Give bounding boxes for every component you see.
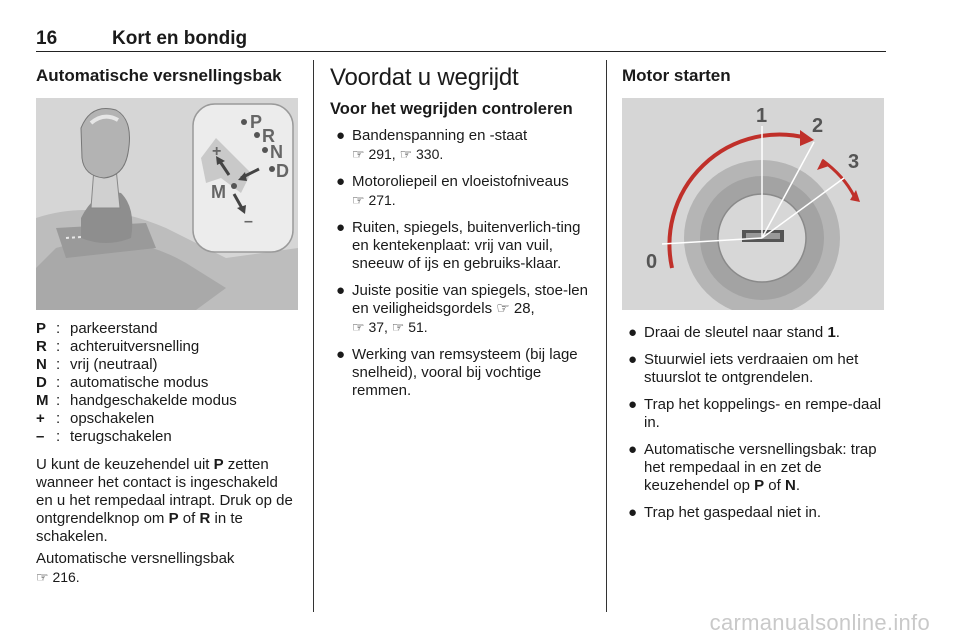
legend-item: R : achteruitversnelling bbox=[36, 338, 200, 355]
gear-label-d: D bbox=[276, 161, 289, 181]
list-item: ● Bandenspanning en -staat ☞ 291, ☞ 330. bbox=[336, 127, 528, 162]
gear-label-n: N bbox=[270, 142, 283, 162]
checklist bbox=[330, 127, 592, 400]
legend-item: N : vrij (neutraal) bbox=[36, 356, 158, 373]
ignition-illustration bbox=[622, 98, 884, 310]
page-number: 16 bbox=[36, 28, 58, 49]
list-item: ● Automatische versnellingsbak: trap het rempedaal in en zet de keuzehendel op P of N. bbox=[628, 441, 877, 494]
legend-item: D : automatische modus bbox=[36, 374, 209, 391]
page-reference-link[interactable]: ☞ 271. bbox=[352, 192, 396, 208]
legend-item: – : terugschakelen bbox=[36, 428, 172, 445]
gear-label-minus: – bbox=[244, 213, 253, 230]
list-item: ● Motoroliepeil en vloeistofniveaus ☞ 271. bbox=[336, 173, 569, 208]
list-item: ● Trap het gaspedaal niet in. bbox=[628, 504, 822, 521]
gear-selector-illustration bbox=[36, 98, 298, 310]
start-steps bbox=[622, 324, 884, 522]
position-label-1: 1 bbox=[756, 105, 768, 127]
section-title: Voordat u wegrijdt bbox=[330, 64, 519, 91]
page-reference-link[interactable]: ☞ 216. bbox=[36, 569, 80, 585]
list-item: ● Ruiten, spiegels, buitenverlich-ting en kentekenplaat: vrij van vuil, sneeuw of ijs en gebruiks-klaar. bbox=[336, 219, 581, 272]
position-label-3: 3 bbox=[848, 151, 860, 173]
gear-label-r: R bbox=[262, 126, 275, 146]
section-title: Automatische versnellingsbak bbox=[36, 66, 282, 85]
page-reference-link[interactable]: ☞ 291, ☞ 330. bbox=[352, 146, 444, 162]
section-subtitle: Voor het wegrijden controleren bbox=[330, 100, 573, 118]
section-title: Motor starten bbox=[622, 66, 731, 85]
page-reference-link[interactable]: ☞ 37, ☞ 51. bbox=[352, 319, 428, 335]
legend-item: + : opschakelen bbox=[36, 410, 155, 427]
selector-paragraph: U kunt de keuzehendel uit P zetten wanneer het contact is ingeschakeld en u het rempedaal intrapt. Druk op de ontgrendelknop om P of R in te schakelen. bbox=[36, 456, 293, 545]
column-divider bbox=[313, 60, 314, 612]
ignition-svg bbox=[622, 98, 884, 310]
column-before-driving bbox=[330, 60, 592, 409]
column-engine-start bbox=[622, 60, 884, 531]
gear-selector-svg bbox=[36, 98, 298, 310]
chapter-title: Kort en bondig bbox=[112, 28, 248, 49]
list-item: ● Draai de sleutel naar stand 1. bbox=[628, 324, 840, 341]
gear-label-plus: + bbox=[212, 143, 222, 160]
watermark: carmanualsonline.info bbox=[709, 610, 930, 635]
position-label-0: 0 bbox=[646, 251, 658, 273]
column-divider bbox=[606, 60, 607, 612]
legend-item: P : parkeerstand bbox=[36, 320, 158, 337]
list-item: ● Juiste positie van spiegels, stoe-len en veiligheidsgordels ☞ 28, ☞ 37, ☞ 51. bbox=[336, 282, 588, 335]
page-header bbox=[36, 26, 886, 52]
column-automatic-transmission bbox=[36, 60, 298, 587]
legend-item: M : handgeschakelde modus bbox=[36, 392, 237, 409]
gear-legend bbox=[36, 320, 298, 446]
list-item: ● Werking van remsysteem (bij lage snelheid), vooral bij vochtige remmen. bbox=[336, 346, 578, 399]
gear-label-p: P bbox=[250, 112, 263, 132]
cross-reference: Automatische versnellingsbak ☞ 216. bbox=[36, 550, 235, 585]
gear-label-m: M bbox=[211, 182, 226, 202]
list-item: ● Stuurwiel iets verdraaien om het stuurslot te ontgrendelen. bbox=[628, 351, 859, 386]
list-item: ● Trap het koppelings- en rempe-daal in. bbox=[628, 396, 882, 431]
position-label-2: 2 bbox=[812, 115, 824, 137]
